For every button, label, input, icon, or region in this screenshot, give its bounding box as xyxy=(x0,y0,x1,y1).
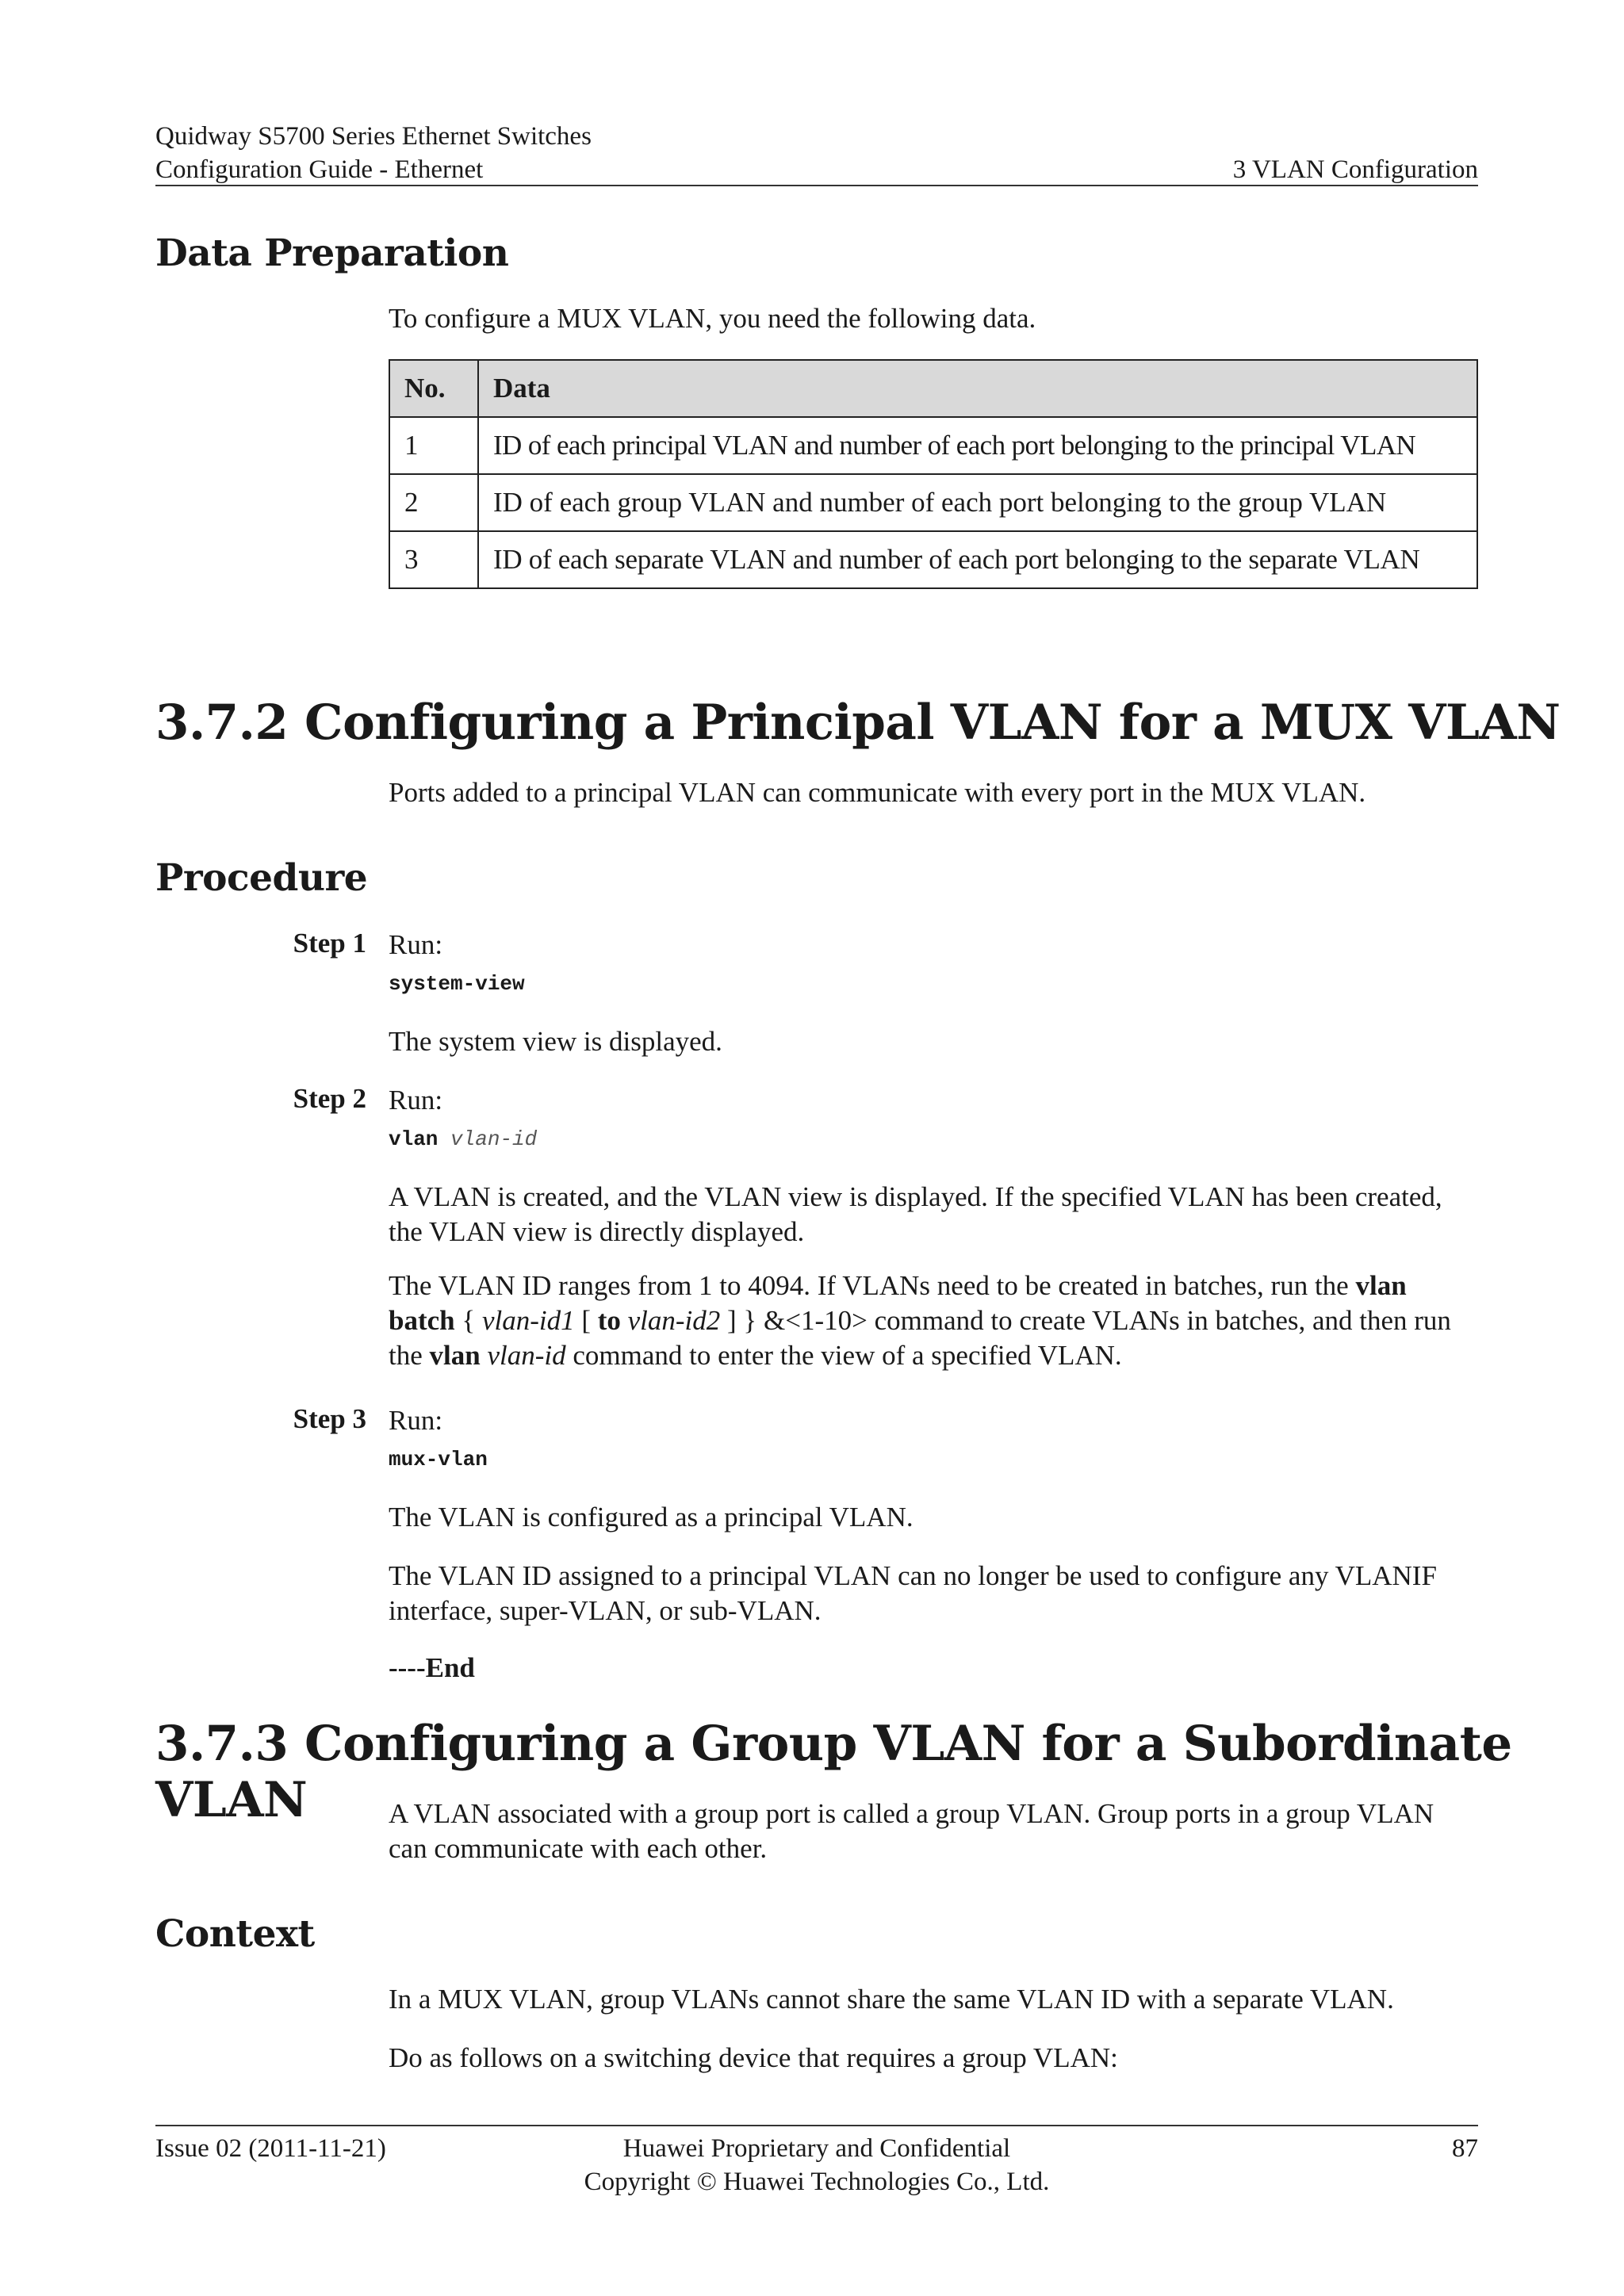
step-note xyxy=(389,1269,1483,1373)
header-guide: Configuration Guide - Ethernet xyxy=(155,155,484,184)
step-note xyxy=(389,1559,1483,1628)
footer-confidential: Huawei Proprietary and Confidential xyxy=(622,2134,1011,2163)
text-span: { xyxy=(454,1305,482,1336)
procedure-heading: Procedure xyxy=(155,856,368,900)
step-desc-line: A VLAN is created, and the VLAN view is displayed. If the specified VLAN has been created, xyxy=(389,1181,1442,1212)
keyword-batch: batch xyxy=(389,1305,455,1336)
procedure-end: ----End xyxy=(389,1652,475,1683)
col-data-header: Data xyxy=(478,360,1477,417)
text-span: ] } &<1-10> command to create VLANs in batches, and then run xyxy=(720,1305,1451,1336)
row-data: ID of each group VLAN and number of each port belonging to the group VLAN xyxy=(478,474,1477,531)
row-no: 3 xyxy=(389,531,478,588)
header-product: Quidway S5700 Series Ethernet Switches xyxy=(155,122,592,151)
keyword-vlan: vlan xyxy=(1355,1270,1407,1301)
col-no-header: No. xyxy=(389,360,478,417)
intro-line: can communicate with each other. xyxy=(389,1833,768,1864)
step-desc: The system view is displayed. xyxy=(389,1026,722,1057)
context-heading: Context xyxy=(155,1912,315,1956)
step-run: Run: xyxy=(389,929,443,960)
command: mux-vlan xyxy=(389,1448,488,1471)
context-para: In a MUX VLAN, group VLANs cannot share the same VLAN ID with a separate VLAN. xyxy=(389,1984,1394,2015)
footer-issue: Issue 02 (2011-11-21) xyxy=(155,2134,386,2163)
param-vlan-id: vlan-id xyxy=(487,1340,566,1371)
table-row xyxy=(389,474,1477,531)
row-data: ID of each principal VLAN and number of each port belonging to the principal VLAN xyxy=(478,417,1477,474)
data-prep-intro: To configure a MUX VLAN, you need the following data. xyxy=(389,303,1036,334)
table-row xyxy=(389,531,1477,588)
context-para: Do as follows on a switching device that requires a group VLAN: xyxy=(389,2042,1118,2073)
keyword-vlan: vlan xyxy=(429,1340,481,1371)
section-intro xyxy=(389,1797,1483,1866)
step-label: Step 3 xyxy=(293,1403,366,1434)
text-span: The VLAN ID ranges from 1 to 4094. If VLANs need to be created in batches, run the xyxy=(389,1270,1356,1301)
row-data: ID of each separate VLAN and number of each port belonging to the separate VLAN xyxy=(478,531,1477,588)
step-note-line xyxy=(389,1338,1483,1373)
section-intro: Ports added to a principal VLAN can communicate with every port in the MUX VLAN. xyxy=(389,777,1366,808)
data-table xyxy=(389,359,1478,589)
page-number: 87 xyxy=(1452,2134,1478,2163)
section-title: 3.7.3 Configuring a Group VLAN for a Subordinate VLAN xyxy=(155,1716,1512,1828)
header-chapter: 3 VLAN Configuration xyxy=(1232,155,1478,184)
data-prep-heading: Data Preparation xyxy=(155,232,509,275)
step-label: Step 1 xyxy=(293,928,366,959)
step-desc xyxy=(389,1180,1483,1249)
table-row xyxy=(389,417,1477,474)
step-note-line: The VLAN ID assigned to a principal VLAN can no longer be used to configure any VLANIF xyxy=(389,1560,1437,1591)
footer-rule xyxy=(155,2125,1478,2126)
text-span: the xyxy=(389,1340,430,1371)
table-header-row xyxy=(389,360,1477,417)
keyword-to: to xyxy=(597,1305,621,1336)
step-note-line xyxy=(389,1303,1483,1338)
text-span: command to enter the view of a specified VLAN. xyxy=(565,1340,1122,1371)
step-note-line: interface, super-VLAN, or sub-VLAN. xyxy=(389,1595,822,1626)
command-keyword: vlan xyxy=(389,1127,439,1151)
param-vlan-id2: vlan-id2 xyxy=(627,1305,721,1336)
text-span xyxy=(621,1305,628,1336)
text-span: [ xyxy=(574,1305,598,1336)
step-desc: The VLAN is configured as a principal VLAN. xyxy=(389,1502,914,1533)
footer-copyright: Copyright © Huawei Technologies Co., Ltd. xyxy=(584,2168,1050,2196)
intro-line: A VLAN associated with a group port is called a group VLAN. Group ports in a group VLAN xyxy=(389,1798,1434,1829)
command-argument: vlan-id xyxy=(450,1127,538,1151)
step-label: Step 2 xyxy=(293,1083,366,1114)
step-run: Run: xyxy=(389,1405,443,1436)
header-rule xyxy=(155,185,1478,186)
command: system-view xyxy=(389,972,525,996)
step-note-line xyxy=(389,1269,1483,1303)
step-desc-line: the VLAN view is directly displayed. xyxy=(389,1216,805,1247)
row-no: 2 xyxy=(389,474,478,531)
section-title: 3.7.2 Configuring a Principal VLAN for a MUX VLAN xyxy=(155,695,1561,751)
row-no: 1 xyxy=(389,417,478,474)
param-vlan-id1: vlan-id1 xyxy=(481,1305,575,1336)
step-run: Run: xyxy=(389,1085,443,1115)
command xyxy=(389,1127,537,1151)
